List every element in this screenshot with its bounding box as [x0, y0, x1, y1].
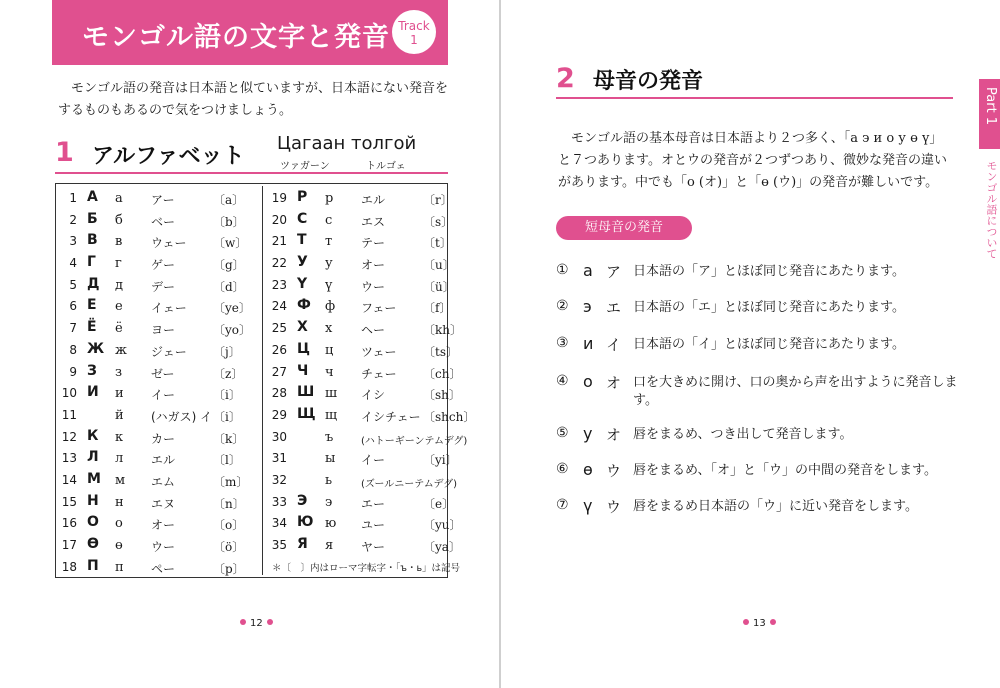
alphabet-row: [60, 448, 258, 470]
alphabet-column-left: [60, 188, 258, 578]
alphabet-row: [60, 535, 258, 557]
letter-uppercase: Ү: [297, 275, 308, 292]
alphabet-row: [270, 318, 463, 340]
letter-number: 24: [271, 299, 287, 314]
letter-number: 17: [61, 538, 77, 552]
bullet-icon: [240, 619, 246, 625]
letter-romanization: 〔f〕: [423, 301, 452, 316]
letter-uppercase: В: [87, 232, 98, 249]
vowel-description: 唇をまるめ、つき出して発音します。: [633, 427, 853, 442]
letter-lowercase: ү: [325, 277, 333, 293]
letter-uppercase: Р: [297, 189, 308, 205]
letter-romanization: 〔e〕: [423, 496, 455, 511]
alphabet-row: [270, 188, 453, 210]
alphabet-row: [60, 340, 258, 362]
letter-uppercase: Ю: [297, 514, 314, 531]
letter-reading: ヤー: [361, 540, 386, 554]
letter-lowercase: з: [115, 364, 123, 380]
letter-reading: ベー: [151, 214, 176, 229]
cyrillic-reading-2: トルゴェ: [366, 161, 406, 172]
letter-uppercase: Е: [87, 297, 97, 314]
letter-lowercase: б: [115, 212, 123, 228]
letter-lowercase: п: [115, 559, 124, 575]
letter-reading: フェー: [361, 301, 397, 316]
letter-uppercase: М: [87, 470, 101, 487]
part-tab-label: Part 1: [983, 87, 998, 126]
alphabet-row: [60, 557, 258, 579]
letter-reading: エル: [151, 453, 176, 468]
section-rule: [556, 97, 953, 99]
letter-reading: オー: [151, 518, 176, 533]
letter-uppercase: Ө: [87, 536, 99, 552]
letter-uppercase: Я: [297, 536, 308, 552]
letter-lowercase: о: [115, 516, 123, 532]
letter-number: 23: [271, 277, 287, 292]
vowel-description: 日本語の「ア」とほぼ同じ発音にあたります。: [633, 264, 905, 279]
letter-number: 28: [271, 386, 287, 401]
alphabet-row: [60, 405, 258, 427]
letter-uppercase: Д: [87, 275, 100, 292]
letter-romanization: 〔yo〕: [213, 323, 252, 338]
vowel-cyrillic: и: [583, 334, 594, 353]
letter-reading: エヌ: [151, 496, 176, 511]
alphabet-row: [270, 210, 454, 232]
letter-lowercase: ю: [325, 516, 337, 532]
vowel-cyrillic: э: [583, 297, 592, 316]
letter-number: 2: [69, 212, 77, 227]
vowel-description: 口を大きめに開け、口の奥から声を出すように発音します。: [633, 375, 958, 408]
page-number-right: [739, 618, 780, 629]
letter-reading: イェー: [151, 301, 187, 316]
letter-reading: イシ: [361, 388, 386, 403]
letter-number: 33: [271, 494, 287, 509]
letter-uppercase: И: [87, 384, 99, 401]
letter-romanization: 〔k〕: [213, 431, 245, 446]
page-title: モンゴル語の文字と発音: [82, 22, 390, 53]
letter-number: 20: [271, 212, 287, 227]
alphabet-row: [60, 383, 258, 405]
letter-romanization: 〔ye〕: [213, 301, 251, 316]
table-divider: [262, 186, 263, 575]
letter-lowercase: ө: [115, 538, 123, 553]
letter-lowercase: д: [115, 277, 124, 293]
letter-reading: ウー: [361, 279, 386, 294]
letter-reading: ツェー: [361, 344, 397, 359]
letter-romanization: 〔z〕: [213, 366, 244, 381]
letter-lowercase: л: [115, 451, 124, 467]
vowel-description: 日本語の「エ」とほぼ同じ発音にあたります。: [633, 300, 905, 315]
letter-romanization: 〔ya〕: [423, 540, 461, 554]
intro-text: モンゴル語の発音は日本語と似ていますが、日本語にない発音をするものもあるので気をつけましょう。: [58, 81, 449, 118]
letter-lowercase: ж: [115, 342, 127, 358]
letter-number: 12: [61, 429, 77, 444]
letter-uppercase: Ё: [87, 319, 97, 336]
letter-romanization: 〔u〕: [423, 258, 455, 273]
letter-uppercase: С: [297, 210, 308, 227]
bullet-icon: [743, 619, 749, 625]
letter-number: 10: [61, 386, 77, 401]
letter-romanization: 〔ch〕: [423, 366, 462, 381]
letter-reading: エム: [151, 474, 176, 489]
letter-romanization: 〔p〕: [213, 561, 245, 576]
letter-lowercase: к: [115, 429, 124, 445]
letter-uppercase: О: [87, 514, 99, 531]
table-note: ＊〔 〕内はローマ字転字・「ъ・ь」は記号: [272, 563, 461, 574]
vowel-cyrillic: а: [583, 261, 593, 280]
letter-number: 21: [271, 234, 287, 249]
alphabet-row: [270, 231, 452, 253]
letter-uppercase: А: [87, 189, 98, 205]
letter-uppercase: Б: [87, 210, 98, 227]
alphabet-column-right: [270, 188, 476, 557]
letter-romanization: 〔g〕: [213, 258, 245, 273]
section-number: 2: [556, 63, 575, 94]
letter-uppercase: Ц: [297, 340, 310, 357]
letter-uppercase: К: [87, 427, 99, 444]
letter-romanization: 〔s〕: [423, 214, 454, 229]
letter-lowercase: й: [115, 407, 124, 423]
letter-lowercase: г: [115, 256, 122, 272]
letter-number: 26: [271, 342, 287, 357]
letter-lowercase: т: [325, 234, 333, 250]
letter-reading: カー: [151, 431, 176, 446]
vowel-item: [556, 262, 996, 302]
vowel-cyrillic: ү: [583, 496, 593, 515]
letter-lowercase: ч: [325, 364, 334, 380]
vowel-item: [556, 425, 996, 465]
alphabet-row: [60, 362, 258, 384]
letter-reading: ジェー: [151, 344, 187, 359]
alphabet-row: [60, 188, 258, 210]
cyrillic-reading-1: ツァガーン: [280, 161, 330, 172]
letter-uppercase: Ш: [297, 384, 315, 401]
alphabet-row: [60, 513, 258, 535]
letter-romanization: 〔b〕: [213, 214, 245, 229]
alphabet-row: [60, 427, 258, 449]
letter-uppercase: Л: [87, 449, 99, 466]
letter-romanization: 〔i〕: [213, 388, 241, 403]
letter-lowercase: ё: [115, 321, 123, 337]
letter-reading: エル: [361, 193, 386, 207]
letter-romanization: 〔ts〕: [423, 344, 458, 359]
letter-lowercase: х: [325, 321, 333, 337]
letter-reading: デー: [151, 279, 176, 294]
letter-romanization: 〔r〕: [423, 193, 453, 207]
letter-reading: (ハトーギーンテムデグ): [361, 435, 468, 447]
alphabet-row: [270, 340, 458, 362]
vowel-kana: エ: [606, 299, 622, 317]
letter-number: 27: [271, 364, 287, 379]
letter-reading: ウー: [151, 540, 176, 554]
alphabet-row: [270, 427, 468, 449]
letter-romanization: 〔shch〕: [423, 409, 476, 424]
alphabet-row: [270, 296, 452, 318]
letter-lowercase: ц: [325, 342, 334, 358]
letter-number: 32: [271, 472, 287, 487]
alphabet-row: [270, 492, 455, 514]
alphabet-row: [60, 210, 258, 232]
letter-uppercase: Щ: [297, 405, 316, 422]
letter-romanization: 〔sh〕: [423, 388, 461, 403]
letter-number: 16: [61, 516, 77, 531]
letter-uppercase: Г: [87, 254, 96, 271]
vowel-description: 唇をまるめ日本語の「ウ」に近い発音をします。: [633, 499, 918, 514]
letter-number: 34: [271, 516, 287, 531]
letter-lowercase: с: [325, 212, 333, 228]
letter-number: 3: [69, 234, 77, 249]
letter-number: 5: [69, 277, 77, 292]
letter-reading: ゼー: [151, 366, 175, 381]
letter-number: 7: [69, 321, 77, 336]
letter-lowercase: ь: [325, 472, 333, 488]
alphabet-row: [60, 318, 258, 340]
vowel-kana: オ: [606, 426, 622, 444]
cyrillic-title: Цагаан толгой: [277, 133, 417, 154]
alphabet-row: [270, 253, 455, 275]
vowel-number: ⑦: [556, 497, 569, 513]
letter-number: 29: [271, 407, 287, 422]
alphabet-row: [60, 253, 258, 275]
letter-romanization: 〔o〕: [213, 518, 245, 533]
vowel-number: ③: [556, 335, 569, 351]
letter-uppercase: З: [87, 362, 97, 379]
letter-lowercase: ъ: [325, 429, 334, 445]
letter-number: 31: [271, 451, 287, 466]
alphabet-row: [270, 470, 458, 492]
letter-reading: エス: [361, 214, 386, 229]
letter-uppercase: П: [87, 557, 99, 574]
part-section-label: モンゴル語について: [985, 160, 998, 259]
short-vowel-heading: 短母音の発音: [556, 216, 692, 240]
letter-number: 6: [69, 299, 77, 314]
letter-number: 11: [61, 407, 77, 422]
letter-number: 25: [271, 321, 287, 336]
letter-lowercase: щ: [325, 407, 338, 423]
vowel-item: [556, 298, 996, 338]
letter-romanization: 〔i〕: [213, 409, 241, 424]
letter-reading: (ハガス) イ: [151, 409, 213, 424]
alphabet-row: [270, 362, 462, 384]
vowel-kana: ウ: [606, 498, 622, 516]
vowel-item: [556, 497, 996, 537]
letter-lowercase: ш: [325, 386, 338, 402]
letter-reading: ペー: [151, 561, 176, 576]
letter-reading: チェー: [361, 366, 397, 381]
letter-lowercase: е: [115, 299, 123, 315]
letter-number: 15: [61, 494, 77, 509]
letter-romanization: 〔t〕: [423, 236, 452, 251]
letter-romanization: 〔j〕: [213, 344, 241, 359]
section-title: 母音の発音: [593, 69, 704, 94]
vowel-number: ①: [556, 262, 569, 278]
alphabet-row: [270, 513, 462, 535]
vowel-item: [556, 373, 996, 413]
letter-romanization: 〔yi〕: [423, 453, 458, 468]
section-number: 1: [55, 137, 74, 168]
alphabet-row: [270, 448, 458, 470]
track-number: 1: [410, 33, 418, 47]
alphabet-row: [60, 470, 258, 492]
section-rule: [55, 172, 448, 174]
letter-reading: アー: [151, 193, 175, 207]
letter-uppercase: Ч: [297, 362, 309, 379]
letter-number: 13: [61, 451, 77, 466]
letter-number: 8: [69, 342, 77, 357]
right-page: [501, 0, 1000, 688]
letter-number: 19: [271, 191, 287, 205]
letter-number: 18: [61, 559, 77, 574]
vowel-intro-text: モンゴル語の基本母音は日本語より２つ多く、「а э и о у ө ү」と７つあります。オとウの発音が２つずつあり、微妙な発音の違いがあります。中でも「о (オ)」と「ө (ウ)」の発音が難しいです。: [558, 131, 947, 190]
vowel-number: ⑤: [556, 425, 569, 441]
letter-reading: ウェー: [151, 236, 187, 251]
letter-romanization: 〔a〕: [213, 193, 245, 207]
vowel-cyrillic: ө: [583, 460, 593, 479]
letter-uppercase: Э: [297, 492, 308, 509]
letter-reading: (ズールニーテムデグ): [361, 478, 458, 490]
letter-romanization: 〔w〕: [213, 236, 248, 251]
letter-romanization: 〔ö〕: [213, 540, 245, 554]
letter-uppercase: Х: [297, 319, 308, 336]
letter-uppercase: Ф: [297, 297, 311, 314]
vowel-kana: イ: [606, 336, 622, 354]
letter-romanization: 〔kh〕: [423, 323, 463, 338]
part-tab[interactable]: [979, 79, 1000, 149]
letter-reading: テー: [361, 236, 386, 251]
letter-reading: ユー: [361, 518, 386, 533]
letter-number: 4: [69, 256, 77, 271]
letter-romanization: 〔ü〕: [423, 279, 455, 294]
letter-romanization: 〔m〕: [213, 474, 249, 489]
title-banner: [52, 0, 448, 65]
vowel-description: 唇をまるめ、「オ」と「ウ」の中間の発音をします。: [633, 463, 937, 478]
vowel-number: ②: [556, 298, 569, 314]
letter-lowercase: н: [115, 494, 124, 510]
letter-lowercase: э: [325, 494, 333, 510]
letter-romanization: 〔yu〕: [423, 518, 462, 533]
letter-number: 30: [271, 429, 287, 444]
letter-uppercase: У: [297, 254, 308, 271]
letter-lowercase: м: [115, 472, 126, 488]
alphabet-row: [270, 405, 476, 427]
bullet-icon: [267, 619, 273, 625]
vowel-item: [556, 461, 996, 501]
bullet-icon: [770, 619, 776, 625]
letter-reading: イー: [151, 388, 176, 403]
alphabet-row: [60, 275, 258, 297]
letter-reading: エー: [361, 496, 386, 511]
letter-uppercase: Т: [297, 232, 307, 249]
alphabet-row: [270, 535, 461, 557]
vowel-number: ④: [556, 373, 569, 389]
page-number-text: 13: [753, 618, 766, 629]
letter-lowercase: в: [115, 234, 123, 250]
vowel-cyrillic: о: [583, 372, 593, 391]
letter-reading: オー: [361, 258, 386, 273]
letter-reading: ヨー: [151, 323, 176, 338]
page-number-left: [236, 618, 277, 629]
vowel-kana: ウ: [606, 462, 622, 480]
letter-reading: イー: [361, 453, 386, 468]
letter-romanization: 〔n〕: [213, 496, 245, 511]
vowel-cyrillic: у: [583, 424, 593, 443]
letter-lowercase: а: [115, 191, 123, 206]
letter-uppercase: Ж: [87, 340, 105, 357]
left-page: [0, 0, 499, 688]
vowel-item: [556, 335, 996, 375]
letter-lowercase: я: [325, 538, 334, 553]
letter-number: 35: [271, 538, 287, 552]
letter-lowercase: у: [325, 256, 333, 272]
letter-uppercase: Н: [87, 492, 99, 509]
alphabet-row: [270, 383, 461, 405]
letter-number: 14: [61, 472, 77, 487]
letter-lowercase: ф: [325, 299, 336, 315]
letter-number: 22: [271, 256, 287, 271]
intro-paragraph: [58, 78, 453, 122]
vowel-description: 日本語の「イ」とほぼ同じ発音にあたります。: [633, 337, 905, 352]
letter-lowercase: р: [325, 191, 334, 206]
section-title: アルファベット: [92, 144, 245, 169]
alphabet-row: [60, 492, 258, 514]
alphabet-row: [60, 231, 258, 253]
page-number-text: 12: [250, 618, 263, 629]
alphabet-row: [60, 296, 258, 318]
vowel-number: ⑥: [556, 461, 569, 477]
letter-reading: ゲー: [151, 258, 176, 273]
vowel-kana: ア: [606, 263, 622, 281]
letter-lowercase: ы: [325, 451, 336, 467]
letter-number: 1: [69, 191, 77, 205]
track-label: Track: [398, 19, 430, 33]
track-badge[interactable]: [392, 10, 436, 54]
letter-romanization: 〔d〕: [213, 279, 245, 294]
vowel-intro: [558, 128, 953, 194]
vowel-kana: オ: [606, 374, 622, 392]
letter-lowercase: и: [115, 386, 124, 402]
letter-reading: イシチェー: [361, 409, 421, 424]
letter-romanization: 〔l〕: [213, 453, 241, 468]
alphabet-row: [270, 275, 455, 297]
letter-reading: ヘー: [361, 323, 386, 338]
letter-number: 9: [69, 364, 77, 379]
